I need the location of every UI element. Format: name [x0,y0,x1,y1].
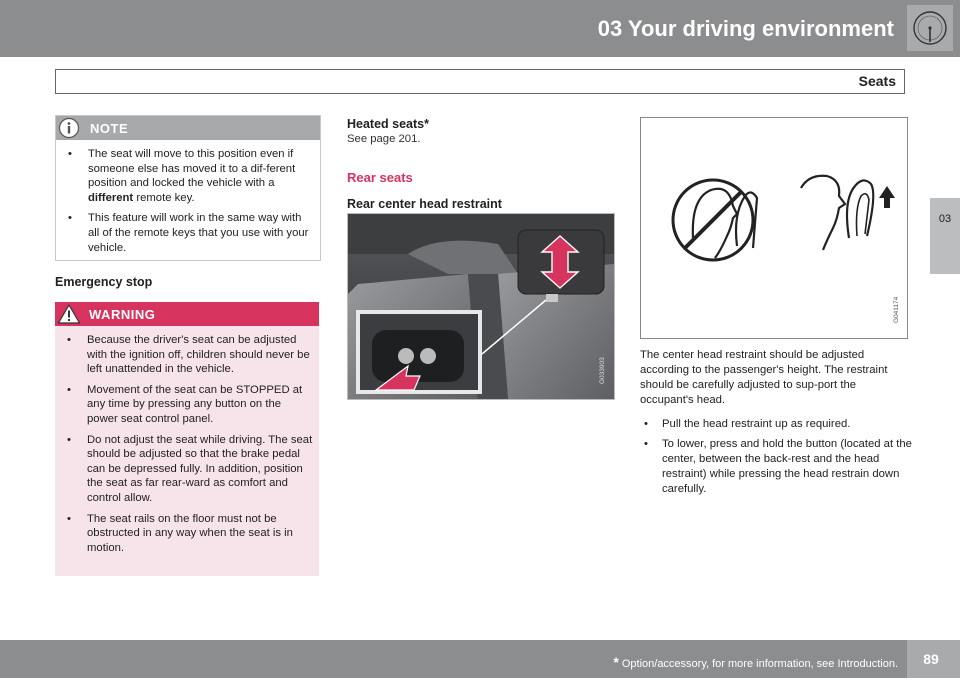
bullet: • [68,148,72,160]
list-item: • The seat rails on the floor must not be obstructed in any way when the seat is in motion. [67,512,293,554]
info-icon [58,117,80,139]
heated-seats-heading: Heated seats* [347,117,429,131]
list-item: • Do not adjust the seat while driving. The seat should be adjusted so that the brake pedal can be depressed fully. In addition, position the seat as far rear-ward as comfort and control allow. [67,433,313,504]
list-item: • Because the driver's seat can be adjusted with the ignition off, children should never be left unattended in the vehicle. [67,334,310,376]
warning-label: WARNING [89,307,156,322]
head-restraint-photo [347,213,615,400]
bullet: • [67,512,71,525]
footer-note: * Option/accessory, for more information, see Introduction. [613,654,898,670]
head-restraint-description: The center head restraint should be adjusted according to the passenger's height. The restraint should be carefully adjusted to sup-port the occupant's head. [640,349,888,406]
footer-bar [0,640,960,678]
chapter-tab[interactable] [930,198,960,274]
list-item: • Pull the head restraint up as required. [644,418,851,430]
note-label: NOTE [90,121,129,136]
chapter-title: 03 Your driving environment [597,16,894,41]
chapter-tab-label: 03 [938,213,952,225]
list-item: • The seat will move to this position even if someone else has moved it to a dif-ferent position and locked the vehicle with a different remote key. [68,148,296,204]
header-bar [0,0,960,57]
list-item: • To lower, press and hold the button (located at the center, between the back-rest and the head restraint) while pressing the head restrain down carefully. [644,438,912,495]
warning-box [55,302,319,576]
bullet: • [644,438,648,450]
center-head-restraint-heading: Rear center head restraint [347,197,502,211]
note-list [64,147,314,261]
page-number: 89 [923,651,939,667]
header-icon-box [907,5,953,51]
head-position-illustration [641,118,907,338]
warning-triangle-icon [57,303,81,325]
heated-seats-text: See page 201. [347,133,421,145]
figure-code: G041174 [893,296,900,323]
note-box [55,115,321,261]
section-title: Seats [858,73,896,89]
bullet: • [67,334,71,346]
note-header [56,116,320,140]
bullet: • [67,433,71,446]
warning-header [55,302,319,326]
footer-star: * [613,654,619,670]
bullet: • [68,212,72,225]
head-restraint-steps [640,417,912,502]
section-title-box [55,69,905,94]
head-restraint-illustration [348,214,614,399]
page-number-box [907,640,960,678]
warning-list [63,333,313,561]
list-item: • This feature will work in the same way with all of the remote keys that you use with your vehicle. [68,212,309,254]
figure-code: G033903 [599,357,606,384]
head-restraint-diagram [640,117,908,339]
rear-seats-heading: Rear seats [347,170,413,185]
bullet: • [644,418,648,430]
bullet: • [67,383,71,396]
list-item: • Movement of the seat can be STOPPED at any time by pressing any button on the power seat control panel. [67,383,303,425]
emergency-stop-heading: Emergency stop [55,275,153,289]
speedometer-icon [911,9,949,47]
